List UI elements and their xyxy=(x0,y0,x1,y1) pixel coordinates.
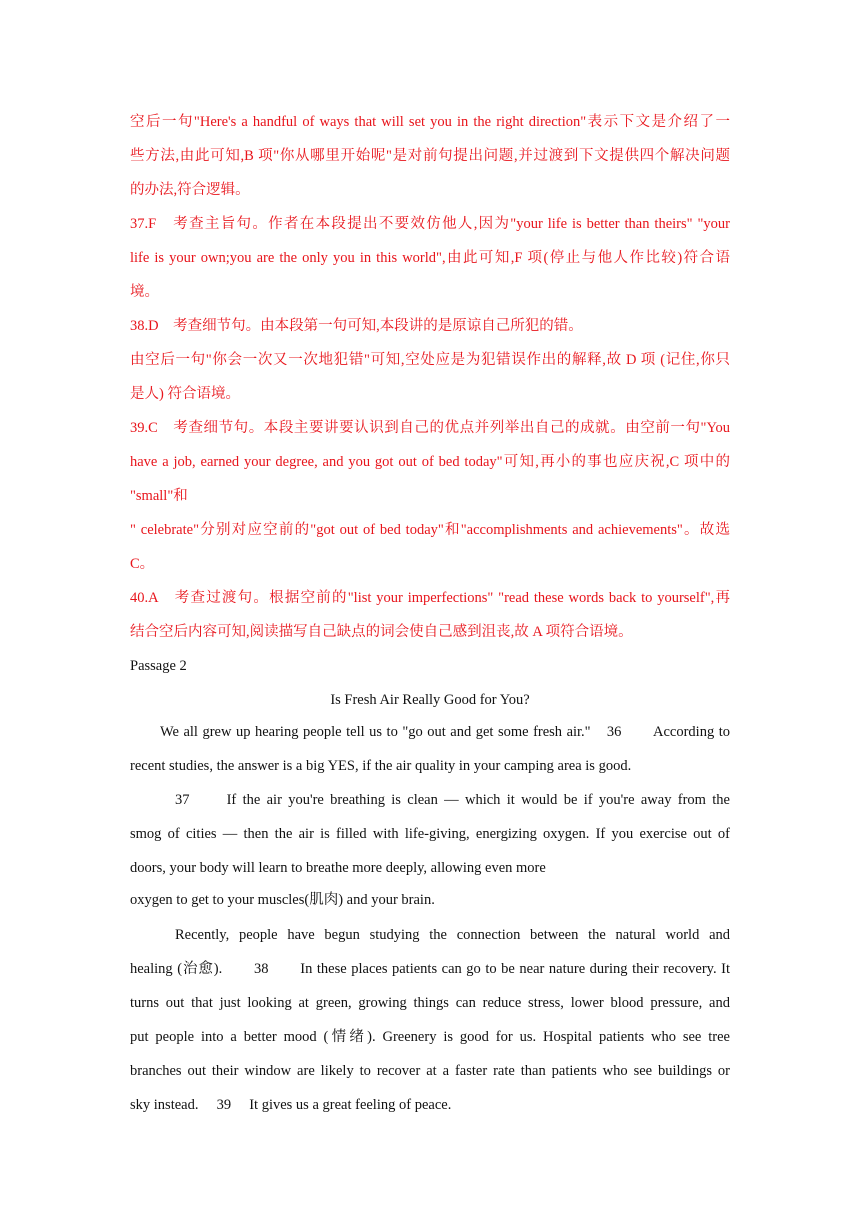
passage-line: recent studies, the answer is a big YES, if the air quality in your camping area is good. xyxy=(130,758,632,774)
passage-line: healing (治愈). 38 In these places patients can go to be near nature during their recovery. It xyxy=(130,961,730,977)
passage-title: Is Fresh Air Really Good for You? xyxy=(330,692,530,708)
passage-line: branches out their window are likely to recover at a faster rate than patients who see buildings or xyxy=(130,1063,730,1079)
passage-line: doors, your body will learn to breathe more deeply, allowing even more xyxy=(130,860,546,876)
passage-line: Recently, people have begun studying the connection between the natural world and xyxy=(175,927,730,943)
answer-line: life is your own;you are the only you in this world",由此可知,F 项(停止与他人作比较)符合语 xyxy=(130,250,730,266)
passage-line: turns out that just looking at green, growing things can reduce stress, lower blood pressure, and xyxy=(130,995,730,1011)
answer-line: have a job, earned your degree, and you got out of bed today"可知,再小的事也应庆祝,C 项中的 xyxy=(130,454,730,470)
passage-line: put people into a better mood (情绪). Greenery is good for us. Hospital patients who see tree xyxy=(130,1029,730,1045)
passage-line: We all grew up hearing people tell us to "go out and get some fresh air." 36 According to xyxy=(160,724,730,740)
answer-line: C。 xyxy=(130,556,155,572)
answer-line: 的办法,符合逻辑。 xyxy=(130,182,250,198)
answer-line: 些方法,由此可知,B 项"你从哪里开始呢"是对前句提出问题,并过渡到下文提供四个解决问题 xyxy=(130,148,730,164)
answer-line: "small"和 xyxy=(130,488,188,504)
answer-line: 结合空后内容可知,阅读描写自己缺点的词会使自己感到沮丧,故 A 项符合语境。 xyxy=(130,624,633,640)
answer-line: 空后一句"Here's a handful of ways that will set you in the right direction"表示下文是介绍了一 xyxy=(130,114,730,130)
passage-label: Passage 2 xyxy=(130,658,187,674)
passage-line: oxygen to get to your muscles(肌肉) and your brain. xyxy=(130,892,435,908)
passage-line: 37 If the air you're breathing is clean — which it would be if you're away from the xyxy=(175,792,730,808)
answer-line: 38.D 考查细节句。由本段第一句可知,本段讲的是原谅自己所犯的错。 xyxy=(130,318,583,334)
answer-line: 40.A 考查过渡句。根据空前的"list your imperfections" "read these words back to yourself",再 xyxy=(130,590,730,606)
passage-line: sky instead. 39 It gives us a great feeling of peace. xyxy=(130,1097,452,1113)
answer-line: 37.F 考查主旨句。作者在本段提出不要效仿他人,因为"your life is better than theirs" "your xyxy=(130,216,730,232)
answer-line: 境。 xyxy=(130,284,159,300)
answer-line: " celebrate"分别对应空前的"got out of bed today"和"accomplishments and achievements"。故选 xyxy=(130,522,730,538)
answer-line: 39.C 考查细节句。本段主要讲要认识到自己的优点并列举出自己的成就。由空前一句"You xyxy=(130,420,730,436)
answer-line: 是人) 符合语境。 xyxy=(130,386,240,402)
passage-line: smog of cities — then the air is filled with life-giving, energizing oxygen. If you exercise out of xyxy=(130,826,730,842)
answer-line: 由空后一句"你会一次又一次地犯错"可知,空处应是为犯错误作出的解释,故 D 项 (记住,你只 xyxy=(130,352,730,368)
